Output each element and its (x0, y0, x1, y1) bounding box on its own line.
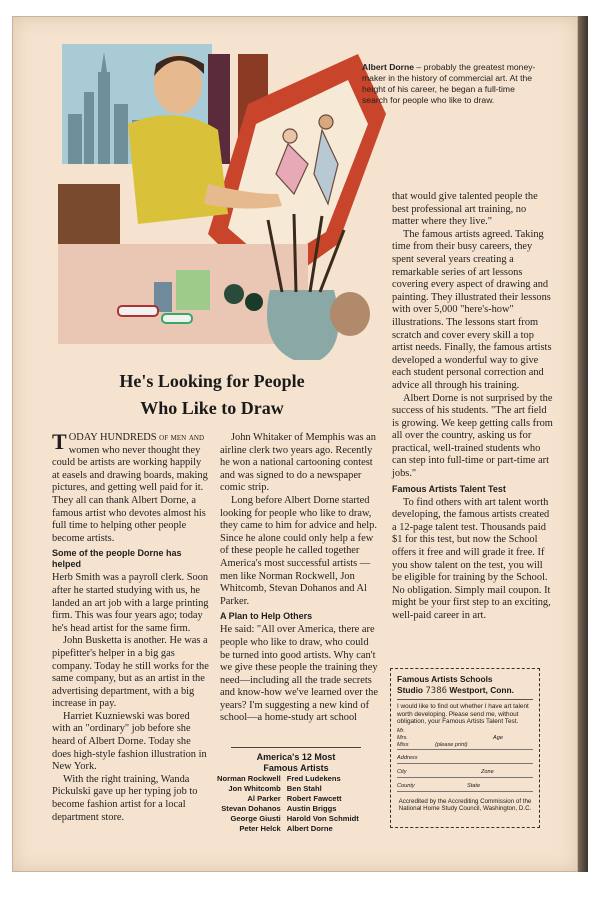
artists-row (214, 784, 362, 794)
coupon-request-text: I would like to find out whether I have art talent worth developing. Please send me, without obligation, your Famous Artists Talent Test. (397, 703, 529, 726)
artists-row (214, 804, 362, 814)
column2-paragraph-2: Long before Albert Dorne started looking for people who like to draw, they came to him for advice and help. Since he alone could only help a few of these people he called together America's most successful artists —men like Norman Rockwell, Jon Whitcomb, Stevan Dohanos and Al Parker. (220, 494, 377, 607)
coupon-studio-line (397, 685, 533, 697)
label-state: State (467, 782, 481, 789)
column1-paragraph-3: John Busketta is another. He was a pipefitter's helper in a big gas company. Today he still works for the same company, but as an artist in the advertising department, with a big increase in pay. (52, 635, 209, 710)
artists-table (214, 774, 362, 834)
artist-name: Norman Rockwell (217, 774, 281, 783)
artist-name: Peter Helck (239, 824, 281, 833)
column3-paragraph-2: The famous artists agreed. Taking time from their busy careers, they spent several years creating a remarkable series of art lessons covering every aspect of drawing and painting. They illustrated their lessons with over 5,000 "here's-how" illustrations. The lessons start from scratch and cover every skill a top artist needs. Finally, the famous artists developed a wonderful way to give each student personal correction and advice all through his training. (392, 228, 552, 391)
ceramic-pot (330, 292, 370, 336)
famous-artists-list (210, 744, 382, 834)
label-city: City (397, 768, 407, 775)
column3-subhead: Famous Artists Talent Test (392, 483, 506, 494)
label-age: Age (493, 734, 503, 741)
column2-paragraph-1: John Whitaker of Memphis was an airline clerk two years ago. Recently he won a national cartooning contest and was signed to do a newspaper comic strip. (220, 432, 376, 494)
column3-paragraph-3: Albert Dorne is not surprised by the success of his students. "The art field is growing. We keep getting calls from all over the country, asking us for practical, well-trained students who can step into full-time or part-time art jobs." (392, 392, 553, 480)
lead-small-caps: ODAY HUNDREDS of men and (68, 432, 204, 443)
column3-paragraph-1: that would give talented people the best professional art training, no matter where they live." (392, 191, 538, 228)
column1-subhead: Some of the people Dorne has helped (52, 548, 182, 570)
artist-name: Stevan Dohanos (221, 804, 281, 813)
coupon-name-field[interactable] (397, 728, 533, 750)
page-edge-shadow (578, 16, 588, 872)
column1-paragraph-1 (52, 429, 210, 545)
artists-row (214, 774, 362, 784)
mail-coupon[interactable] (390, 668, 540, 828)
column1-p1-text: women who never thought they could be artists are working happily at easels and drawing boards, making pictures, and getting well paid for it. They all can thank Albert Dorne, a famous artist who devotes almost his full time to helping other people become artists. (52, 444, 208, 544)
headline (52, 368, 372, 422)
artists-row (214, 824, 362, 834)
column3-paragraph-4: To find others with art talent worth developing, the famous artists created a 12-page talent test. Thousands paid $1 for this test, but now the School offers it free and will grade it free. If you show talent on the test, you will be eligible for training by the School. No obligation. Simply mail coupon. It might be your first step to an exciting, well-paid career in art. (392, 496, 551, 621)
illustration-caption (362, 62, 540, 106)
coupon-school-name: Famous Artists Schools (397, 674, 493, 684)
coupon-city: Westport, Conn. (449, 684, 514, 695)
artist-shirt (128, 115, 228, 224)
artist-name: Al Parker (247, 794, 281, 803)
label-miss: Miss (397, 741, 409, 748)
artist-name: Harold Von Schmidt (286, 814, 359, 823)
label-zone: Zone (481, 768, 494, 775)
artists-top-rule (231, 747, 361, 748)
headline-line-2: Who Like to Draw (140, 398, 284, 418)
artist-name: Fred Ludekens (286, 774, 341, 783)
coupon-studio-number: 7386 (425, 685, 448, 696)
drop-cap: T (52, 429, 67, 454)
artist-name: George Giusti (230, 814, 281, 823)
headline-line-1: He's Looking for People (119, 371, 305, 391)
artist-illustration (58, 44, 386, 362)
column2-paragraph-3: He said: "All over America, there are people who like to draw, who could be turned into good artists. Why can't we give these people the training they need—including all the trade secrets and know-how we've learned over the years? I'm suggesting a new kind of school—a home-study art school (220, 624, 378, 724)
column2-subhead: A Plan to Help Others (220, 611, 313, 622)
coupon-accreditation: Accredited by the Accrediting Commission of the National Home Study Council, Washington, D.C. (398, 797, 532, 813)
article-column-3 (392, 191, 554, 623)
coupon-rule (397, 699, 533, 700)
artists-row (214, 814, 362, 824)
coupon-studio-label: Studio (397, 684, 424, 695)
label-county: County (397, 782, 415, 789)
label-please-print: (please print) (435, 741, 468, 748)
artist-name: Austin Briggs (286, 804, 337, 813)
coupon-address-field[interactable] (397, 752, 533, 764)
artists-row (214, 794, 362, 804)
column1-paragraph-5: With the right training, Wanda Pickulski gave up her typing job to become fashion artist for a local department store. (52, 773, 198, 823)
artists-title-line-1: America's 12 Most (256, 752, 336, 762)
article-column-2 (220, 432, 378, 725)
coupon-city-zone-field[interactable] (397, 766, 533, 778)
artist-name: Albert Dorne (286, 824, 333, 833)
chair-back (58, 184, 120, 244)
coupon-county-state-field[interactable] (397, 780, 533, 792)
label-mr: Mr. (397, 727, 405, 734)
caption-text: – probably the greatest money-maker in the history of commercial art. At the height of his career, he began a full-time search for people who like to draw. (362, 62, 536, 105)
artist-name: Jon Whitcomb (228, 784, 281, 793)
artist-name: Ben Stahl (286, 784, 322, 793)
artist-name: Robert Fawcett (286, 794, 342, 803)
article-column-1 (52, 429, 210, 824)
column1-paragraph-4: Harriet Kuzniewski was bored with an "ordinary" job before she heard of Albert Dorne. Today she does high-style fashion illustration in New York. (52, 710, 207, 773)
artists-title-line-2: Famous Artists (263, 763, 329, 773)
caption-name: Albert Dorne (362, 62, 415, 72)
label-address: Address (397, 754, 418, 761)
label-mrs: Mrs. (397, 734, 408, 741)
column1-paragraph-2: Herb Smith was a payroll clerk. Soon after he started studying with us, he landed an art job with a large printing firm. This was four years ago; today he's head artist for the same firm. (52, 572, 209, 634)
